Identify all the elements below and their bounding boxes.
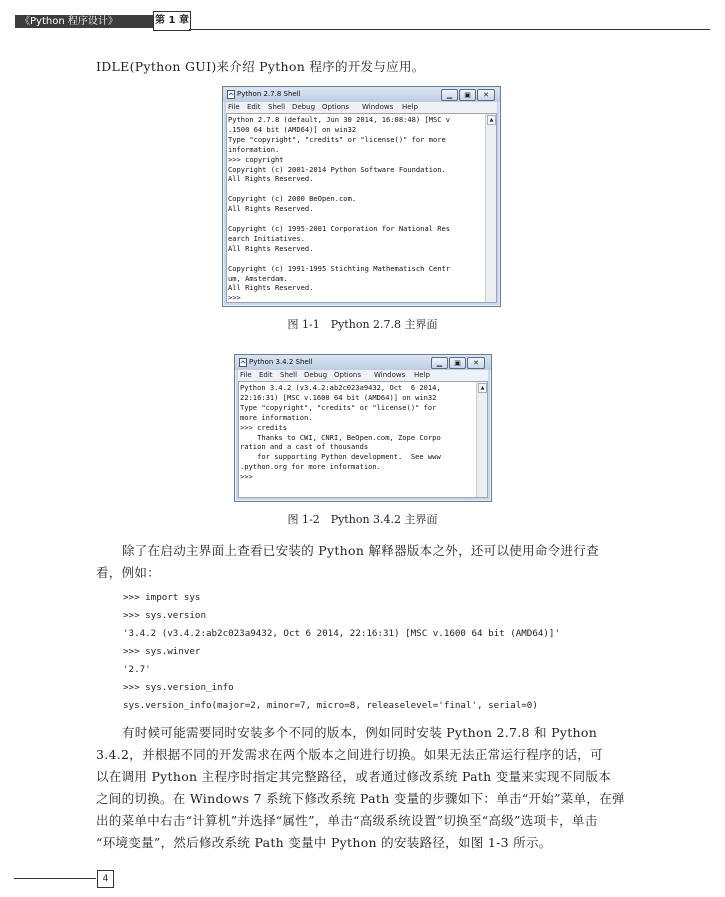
shell-line: All Rights Reserved. (228, 243, 314, 253)
shell-line (228, 254, 484, 264)
menu-options[interactable]: Options (322, 103, 350, 111)
paragraph-line: 以在调用 Python 主程序时指定其完整路径，或者通过修改系统 Path 变量来实现不同版本 (96, 769, 611, 784)
code-line: >>> sys.version_info (123, 682, 234, 693)
menu-file[interactable]: File (228, 103, 240, 111)
window-titlebar[interactable] (223, 87, 500, 102)
header-rule (189, 29, 710, 30)
shell-text[interactable] (240, 383, 475, 497)
shell-line: Type "copyright", "credits" or "license()" for (240, 402, 437, 412)
scroll-up-arrow-icon[interactable]: ▲ (487, 115, 496, 125)
code-line: >>> sys.winver (123, 646, 201, 657)
shell-line: for supporting Python development. See www (240, 452, 441, 462)
python-app-icon (227, 90, 235, 99)
vertical-scrollbar[interactable] (476, 382, 487, 497)
minimize-icon: ▁ (436, 359, 443, 367)
shell-line (228, 184, 484, 194)
shell-prompt[interactable]: >>> (228, 293, 241, 302)
minimize-icon: ▁ (446, 91, 453, 99)
code-line: >>> import sys (123, 592, 201, 603)
vertical-scrollbar[interactable] (485, 114, 496, 302)
paragraph-line: 3.4.2，并根据不同的开发需求在两个版本之间进行切换。如果无法正常运行程序的话，可 (96, 747, 603, 762)
shell-line: .python.org for more information. (240, 462, 381, 472)
menu-edit[interactable]: Edit (259, 371, 273, 379)
shell-output-area[interactable] (238, 381, 488, 498)
window-titlebar[interactable] (235, 355, 491, 370)
menu-help[interactable]: Help (402, 103, 418, 111)
figure-caption-2: 图 1-2 Python 3.4.2 主界面 (287, 513, 438, 526)
shell-line: ration and a cast of thousands (240, 442, 369, 452)
shell-line: Copyright (c) 2001-2014 Python Software Foundation. (228, 164, 446, 174)
shell-line: Python 3.4.2 (v3.4.2:ab2c023a9432, Oct 6 2014, (240, 383, 441, 392)
paragraph-version-check (96, 540, 632, 562)
maximize-icon: ▣ (454, 359, 461, 367)
close-icon: ✕ (473, 359, 479, 367)
code-line: '3.4.2 (v3.4.2:ab2c023a9432, Oct 6 2014, 22:16:31) [MSC v.1600 64 bit (AMD64)]' (123, 628, 560, 639)
window-title: Python 2.7.8 Shell (237, 90, 301, 98)
idle-shell-window-278 (222, 86, 501, 307)
shell-line: 22:16:31) [MSC v.1600 64 bit (AMD64)] on win32 (240, 392, 437, 402)
menu-debug[interactable]: Debug (304, 371, 328, 379)
close-button[interactable] (467, 357, 485, 369)
minimize-button[interactable] (441, 89, 458, 101)
code-line: sys.version_info(major=2, minor=7, micro=8, releaselevel='final', serial=0) (123, 700, 538, 711)
minimize-button[interactable] (431, 357, 448, 369)
footer-rule (14, 878, 96, 879)
shell-line: Thanks to CWI, CNRI, BeOpen.com, Zope Corpo (240, 432, 441, 442)
menu-shell[interactable]: Shell (280, 371, 298, 379)
scroll-up-arrow-icon[interactable]: ▲ (478, 383, 487, 393)
menu-windows[interactable]: Windows (362, 103, 394, 111)
menu-edit[interactable]: Edit (247, 103, 261, 111)
close-icon: ✕ (483, 91, 489, 99)
paragraph-line: 除了在启动主界面上查看已安装的 Python 解释器版本之外，还可以使用命令进行查 (122, 543, 599, 558)
menu-bar (226, 102, 497, 113)
shell-line: All Rights Reserved. (228, 283, 314, 293)
paragraph-line: 之间的切换。在 Windows 7 系统下修改系统 Path 变量的步骤如下：单击“开始”菜单，在弹 (96, 791, 625, 806)
close-button[interactable] (477, 89, 495, 101)
menu-bar (238, 370, 488, 381)
idle-shell-window-342 (234, 354, 492, 502)
shell-line: .1500 64 bit (AMD64)] on win32 (228, 124, 357, 134)
menu-options[interactable]: Options (334, 371, 362, 379)
shell-line: more information. (240, 412, 313, 422)
shell-line: All Rights Reserved. (228, 174, 314, 184)
menu-file[interactable]: File (240, 371, 252, 379)
menu-debug[interactable]: Debug (292, 103, 316, 111)
shell-line: Python 2.7.8 (default, Jun 30 2014, 16:08:48) [MSC v (228, 115, 451, 124)
menu-shell[interactable]: Shell (268, 103, 286, 111)
maximize-button[interactable] (449, 357, 466, 369)
shell-output-area[interactable] (226, 113, 497, 303)
shell-line: information. (228, 144, 280, 154)
shell-prompt[interactable]: >>> (240, 472, 253, 482)
paragraph-line: 有时候可能需要同时安装多个不同的版本，例如同时安装 Python 2.7.8 和 Python (122, 725, 598, 740)
shell-line (228, 214, 484, 224)
maximize-icon: ▣ (464, 91, 471, 99)
menu-help[interactable]: Help (414, 371, 430, 379)
page-header (0, 7, 725, 37)
shell-line: Type "copyright", "credits" or "license()" for more (228, 134, 446, 144)
maximize-button[interactable] (459, 89, 476, 101)
shell-line: >>> credits (240, 422, 287, 432)
shell-line: All Rights Reserved. (228, 204, 314, 214)
paragraph-line: 看，例如： (96, 565, 161, 580)
shell-text[interactable] (228, 115, 484, 302)
paragraph-line: “环境变量”，然后修改系统 Path 变量中 Python 的安装路径，如图 1-3 所示。 (96, 835, 552, 850)
page-number: 4 (97, 870, 114, 888)
shell-line: earch Initiatives. (228, 233, 305, 243)
window-title: Python 3.4.2 Shell (249, 358, 313, 366)
shell-line: um, Amsterdam. (228, 273, 288, 283)
paragraph-line: 出的菜单中右击“计算机”并选择“属性”，单击“高级系统设置”切换至“高级”选项卡，单击 (96, 813, 598, 828)
intro-text: IDLE(Python GUI)来介绍 Python 程序的开发与应用。 (96, 59, 425, 74)
book-title: 《Python 程序设计》 (20, 16, 118, 27)
chapter-label: 第 1 章 (153, 11, 191, 31)
shell-line: Copyright (c) 1991-1995 Stichting Mathematisch Centr (228, 263, 451, 273)
python-app-icon (239, 358, 247, 367)
shell-line: >>> copyright (228, 154, 284, 164)
menu-windows[interactable]: Windows (374, 371, 406, 379)
shell-line: Copyright (c) 1995-2001 Corporation for National Res (228, 223, 451, 233)
shell-line: Copyright (c) 2000 BeOpen.com. (228, 194, 357, 204)
code-line: '2.7' (123, 664, 151, 675)
figure-caption-1: 图 1-1 Python 2.7.8 主界面 (287, 318, 438, 331)
code-line: >>> sys.version (123, 610, 206, 621)
